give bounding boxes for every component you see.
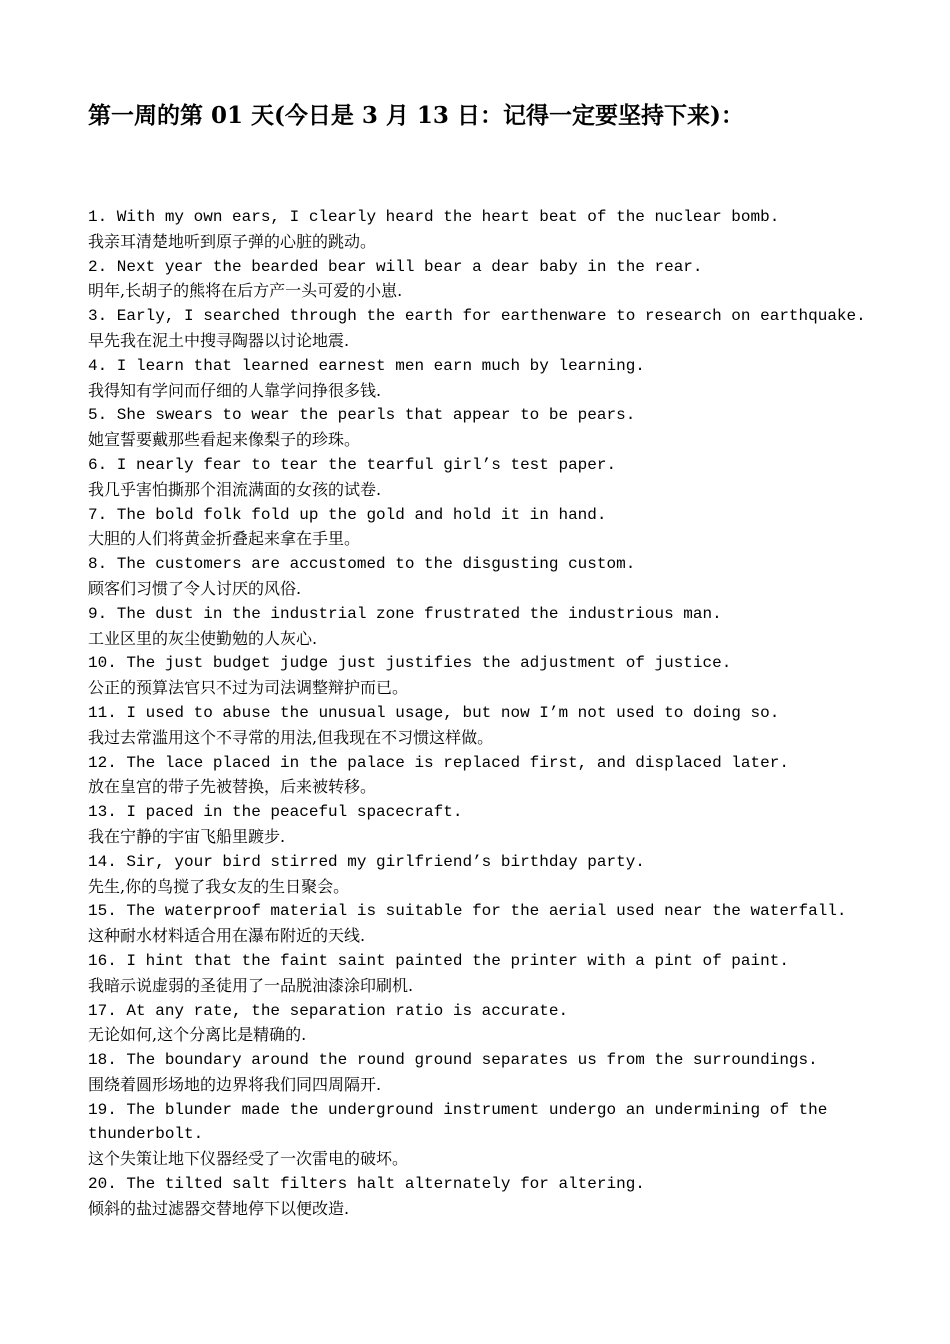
- list-item: [88, 651, 918, 701]
- english-sentence: 18. The boundary around the round ground separates us from the surroundings.: [88, 1051, 818, 1070]
- english-sentence: 13. I paced in the peaceful spacecraft.: [88, 803, 463, 822]
- english-sentence: 3. Early, I searched through the earth for earthenware to research on earthquake.: [88, 307, 866, 326]
- chinese-translation: 放在皇宫的带子先被替换，后来被转移。: [88, 777, 377, 797]
- english-sentence: 9. The dust in the industrial zone frustrated the industrious man.: [88, 604, 722, 623]
- chinese-translation: 先生,你的鸟搅了我女友的生日聚会。: [88, 876, 350, 896]
- chinese-translation: 我几乎害怕撕那个泪流满面的女孩的试卷.: [88, 479, 382, 499]
- page-title: 第一周的第 01 天(今日是 3 月 13 日：记得一定要坚持下来)：: [88, 102, 744, 129]
- chinese-translation: 我亲耳清楚地听到原子弹的心脏的跳动。: [88, 231, 377, 251]
- list-item: [88, 1172, 918, 1222]
- english-sentence: 1. With my own ears, I clearly heard the heart beat of the nuclear bomb.: [88, 208, 780, 226]
- list-item: [88, 751, 918, 801]
- list-item: [88, 205, 918, 255]
- list-item: [88, 850, 918, 900]
- english-sentence: 8. The customers are accustomed to the disgusting custom.: [88, 555, 636, 574]
- english-sentence: 2. Next year the bearded bear will bear a dear baby in the rear.: [88, 257, 703, 276]
- chinese-translation: 这种耐水材料适合用在瀑布附近的天线.: [88, 926, 366, 946]
- chinese-translation: 她宣誓要戴那些看起来像梨子的珍珠。: [88, 430, 361, 450]
- english-sentence: 19. The blunder made the underground instrument undergo an undermining of the thunderbolt.: [88, 1100, 837, 1144]
- english-sentence: 17. At any rate, the separation ratio is accurate.: [88, 1001, 569, 1020]
- list-item: [88, 1048, 918, 1098]
- chinese-translation: 早先我在泥土中搜寻陶器以讨论地震.: [88, 330, 350, 350]
- english-sentence: 7. The bold folk fold up the gold and hold it in hand.: [88, 505, 607, 524]
- english-sentence: 11. I used to abuse the unusual usage, but now I’m not used to doing so.: [88, 703, 780, 722]
- list-item: [88, 403, 918, 453]
- chinese-translation: 我过去常滥用这个不寻常的用法,但我现在不习惯这样做。: [88, 727, 494, 747]
- list-item: [88, 304, 918, 354]
- english-sentence: 20. The tilted salt filters halt alternately for altering.: [88, 1175, 645, 1194]
- chinese-translation: 倾斜的盐过滤器交替地停下以便改造.: [88, 1198, 350, 1218]
- chinese-translation: 我得知有学问而仔细的人靠学问挣很多钱.: [88, 380, 382, 400]
- list-item: [88, 701, 918, 751]
- list-item: [88, 999, 918, 1049]
- sentence-list: [88, 205, 918, 1222]
- list-item: [88, 899, 918, 949]
- chinese-translation: 围绕着圆形场地的边界将我们同四周隔开.: [88, 1074, 382, 1094]
- list-item: [88, 1098, 918, 1172]
- english-sentence: 15. The waterproof material is suitable for the aerial used near the waterfall.: [88, 902, 847, 921]
- list-item: [88, 800, 918, 850]
- chinese-translation: 公正的预算法官只不过为司法调整辩护而已。: [88, 678, 409, 698]
- chinese-translation: 大胆的人们将黄金折叠起来拿在手里。: [88, 529, 361, 549]
- english-sentence: 4. I learn that learned earnest men earn much by learning.: [88, 356, 645, 375]
- list-item: [88, 602, 918, 652]
- chinese-translation: 我暗示说虚弱的圣徒用了一品脱油漆涂印刷机.: [88, 975, 414, 995]
- list-item: [88, 453, 918, 503]
- chinese-translation: 明年,长胡子的熊将在后方产一头可爱的小崽.: [88, 281, 403, 301]
- english-sentence: 10. The just budget judge just justifies the adjustment of justice.: [88, 654, 732, 673]
- english-sentence: 12. The lace placed in the palace is replaced first, and displaced later.: [88, 753, 789, 772]
- chinese-translation: 我在宁静的宇宙飞船里踱步.: [88, 826, 286, 846]
- chinese-translation: 工业区里的灰尘使勤勉的人灰心.: [88, 628, 318, 648]
- chinese-translation: 无论如何,这个分离比是精确的.: [88, 1025, 307, 1045]
- list-item: [88, 552, 918, 602]
- list-item: [88, 255, 918, 305]
- english-sentence: 14. Sir, your bird stirred my girlfriend’s birthday party.: [88, 852, 645, 871]
- chinese-translation: 顾客们习惯了令人讨厌的风俗.: [88, 578, 302, 598]
- list-item: [88, 503, 918, 553]
- list-item: [88, 949, 918, 999]
- english-sentence: 16. I hint that the faint saint painted the printer with a pint of paint.: [88, 951, 789, 970]
- english-sentence: 5. She swears to wear the pearls that appear to be pears.: [88, 406, 636, 425]
- list-item: [88, 354, 918, 404]
- chinese-translation: 这个失策让地下仪器经受了一次雷电的破坏。: [88, 1149, 409, 1169]
- english-sentence: 6. I nearly fear to tear the tearful girl’s test paper.: [88, 455, 617, 474]
